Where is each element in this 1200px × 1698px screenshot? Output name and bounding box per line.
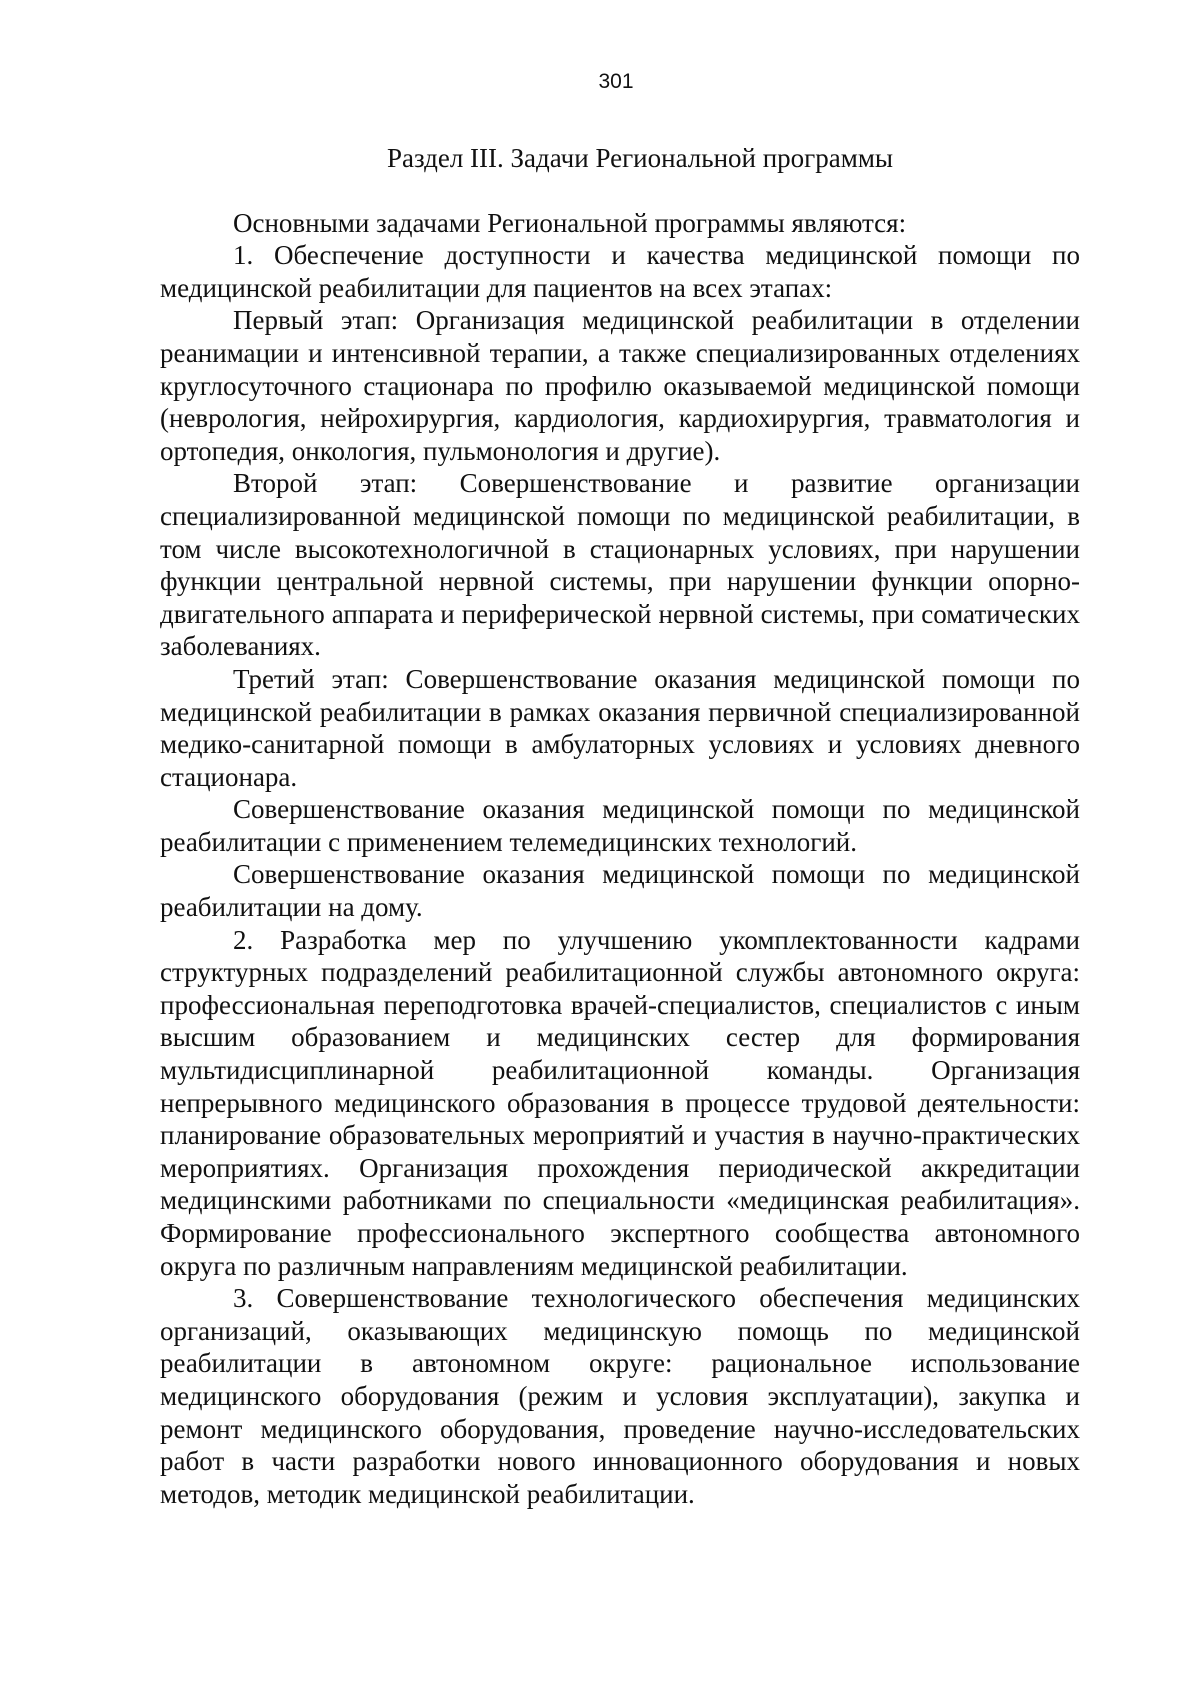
paragraph-task-1: 1. Обеспечение доступности и качества медицинской помощи по медицинской реабилитации для пациентов на всех этапах:	[160, 240, 1080, 303]
page-number: 301	[598, 70, 634, 93]
paragraph-home-care: Совершенствование оказания медицинской помощи по медицинской реабилитации на дому.	[160, 859, 1080, 923]
paragraph-telemedicine: Совершенствование оказания медицинской помощи по медицинской реабилитации с применением телемедицинских технологий.	[160, 794, 1080, 857]
section-heading: Раздел III. Задачи Региональной программы	[386, 143, 894, 173]
paragraph-stage-3: Третий этап: Совершенствование оказания медицинской помощи по медицинской реабилитации в рамках оказания первичной специализированной медико-санитарной помощи в амбулаторных условиях и условиях дневного стационара.	[160, 663, 1080, 792]
document-body	[160, 142, 1080, 1510]
paragraph-task-3: 3. Совершенствование технологического обеспечения медицинских организаций, оказывающих медицинскую помощь по медицинской реабилитации в автономном округе: рациональное использование медицинского оборудования (режим и условия эксплуатации), закупка и ремонт медицинского оборудования, проведение научно-исследовательских работ в части разработки нового инновационного оборудования и новых методов, методик медицинской реабилитации.	[160, 1283, 1080, 1509]
paragraph-task-2: 2. Разработка мер по улучшению укомплектованности кадрами структурных подразделений реабилитационной службы автономного округа: профессиональная переподготовка врачей-специалистов, специалистов с иным высшим образованием и медицинских сестер для формирования мультидисциплинарной реабилитационной команды. Организация непрерывного медицинского образования в процессе трудовой деятельности: планирование образовательных мероприятий и участия в научно-практических мероприятиях. Организация прохождения периодической аккредитации медицинскими работниками по специальности «медицинская реабилитация». Формирование профессионального экспертного сообщества автономного округа по различным направлениям медицинской реабилитации.	[160, 924, 1080, 1281]
paragraph-stage-2: Второй этап: Совершенствование и развитие организации специализированной медицинской помощи по медицинской реабилитации, в том числе высокотехнологичной в стационарных условиях, при нарушении функции центральной нервной системы, при нарушении функции опорно-двигательного аппарата и периферической нервной системы, при соматических заболеваниях.	[160, 468, 1080, 662]
paragraph-intro: Основными задачами Региональной программы являются:	[233, 207, 907, 238]
paragraph-stage-1: Первый этап: Организация медицинской реабилитации в отделении реанимации и интенсивной терапии, а также специализированных отделениях круглосуточного стационара по профилю оказываемой медицинской помощи (неврология, нейрохирургия, кардиология, кардиохирургия, травматология и ортопедия, онкология, пульмонология и другие).	[160, 305, 1080, 466]
